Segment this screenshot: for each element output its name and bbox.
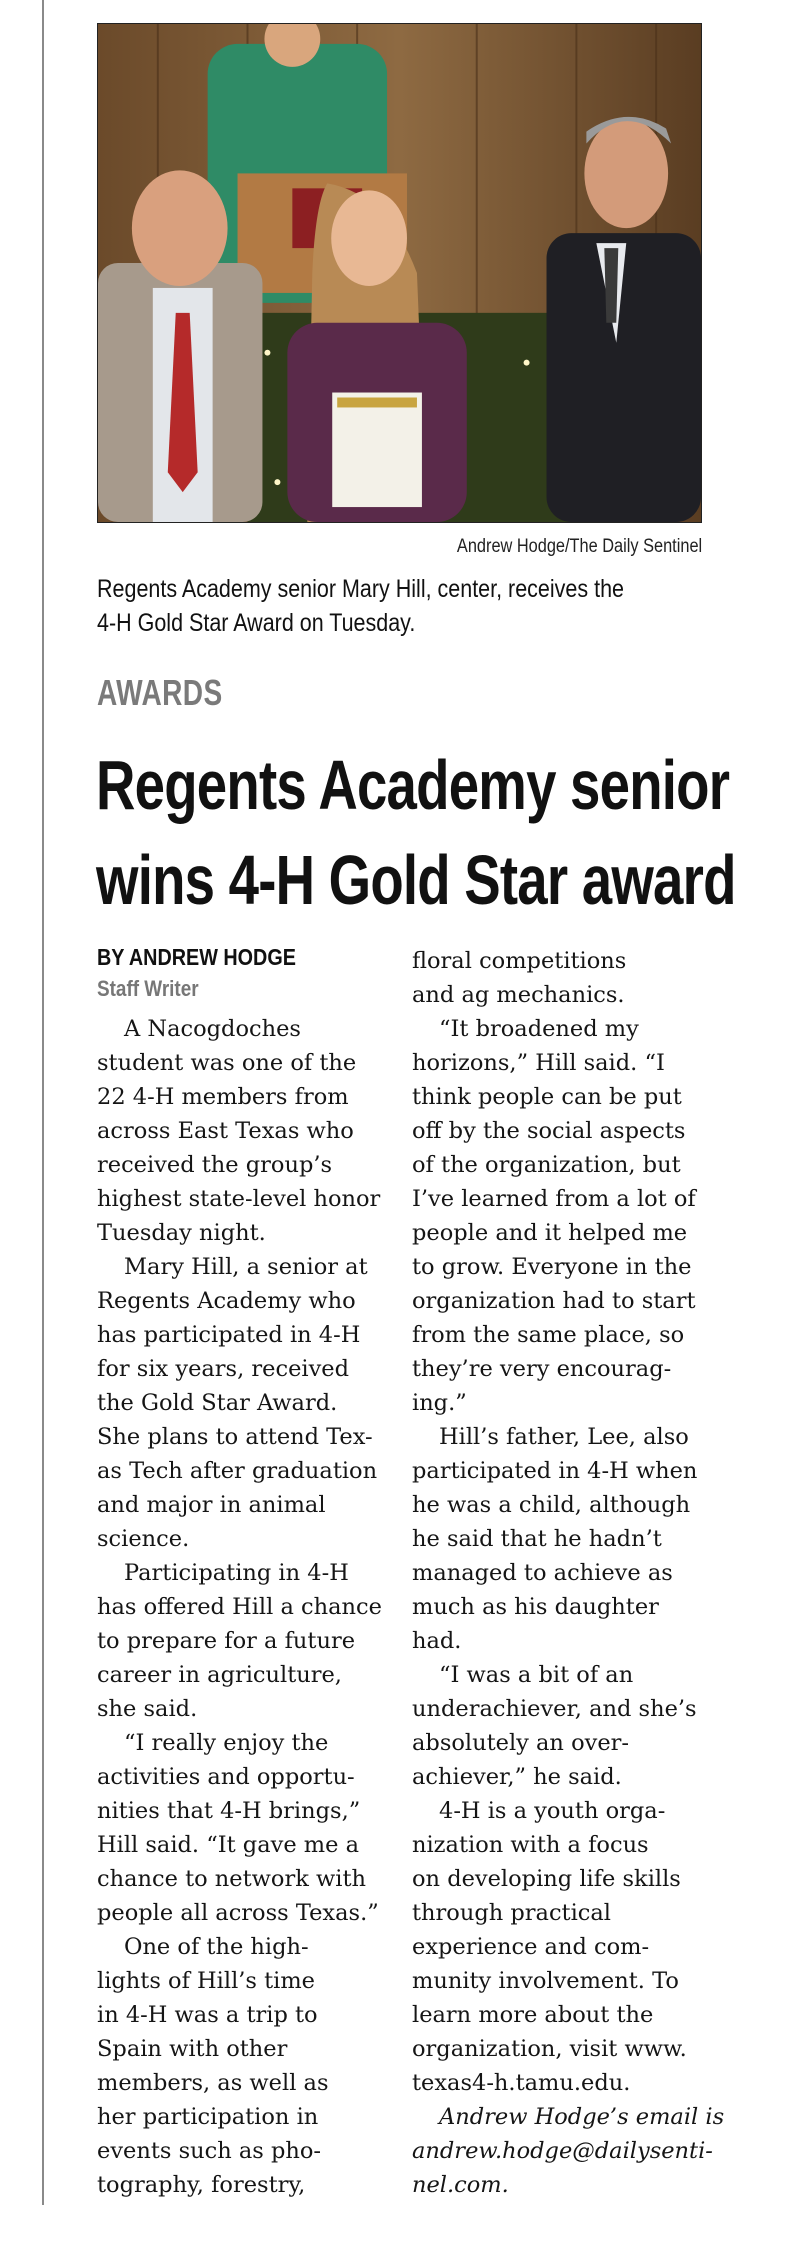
body-line: organization had to start xyxy=(412,1288,696,1314)
body-line: ing.” xyxy=(412,1390,467,1416)
body-line: on developing life skills xyxy=(412,1866,681,1892)
photo-illustration xyxy=(98,24,701,522)
body-line: A Nacogdoches xyxy=(124,1016,301,1042)
body-line: munity involvement. To xyxy=(412,1968,679,1994)
photo-caption xyxy=(97,572,647,640)
caption-line: 4-H Gold Star Award on Tuesday. xyxy=(97,609,416,637)
body-line: experience and com- xyxy=(412,1934,650,1960)
body-line: learn more about the xyxy=(412,2002,654,2028)
body-line: lights of Hill’s time xyxy=(97,1968,316,1994)
body-line: managed to achieve as xyxy=(412,1560,673,1586)
article-column-1 xyxy=(97,1012,382,2202)
body-line: to grow. Everyone in the xyxy=(412,1254,692,1280)
body-line: I’ve learned from a lot of xyxy=(412,1186,696,1212)
body-line: had. xyxy=(412,1628,462,1654)
body-line: Hill’s father, Lee, also xyxy=(439,1424,689,1450)
article-column-2 xyxy=(412,944,724,2202)
column-rule xyxy=(42,0,44,2205)
caption-line: Regents Academy senior Mary Hill, center, receives the xyxy=(97,575,624,603)
body-line: to prepare for a future xyxy=(97,1628,356,1654)
body-line: think people can be put xyxy=(412,1084,682,1110)
body-line: the Gold Star Award. xyxy=(97,1390,338,1416)
body-line: for six years, received xyxy=(97,1356,350,1382)
body-line: nel.com. xyxy=(412,2172,509,2198)
body-line: highest state-level honor xyxy=(97,1186,381,1212)
body-line: has offered Hill a chance xyxy=(97,1594,382,1620)
body-line: tography, forestry, xyxy=(97,2172,306,2198)
body-line: Participating in 4-H xyxy=(124,1560,349,1586)
body-line: “It broadened my xyxy=(439,1016,639,1042)
body-line: organization, visit www. xyxy=(412,2036,687,2062)
body-line: and ag mechanics. xyxy=(412,982,625,1008)
body-line: 22 4-H members from xyxy=(97,1084,349,1110)
body-line: science. xyxy=(97,1526,190,1552)
byline: BY ANDREW HODGE xyxy=(97,944,296,970)
body-line: absolutely an over- xyxy=(412,1730,630,1756)
body-line: Mary Hill, a senior at xyxy=(124,1254,368,1280)
body-line: received the group’s xyxy=(97,1152,333,1178)
body-line: Tuesday night. xyxy=(97,1220,266,1246)
body-line: across East Texas who xyxy=(97,1118,354,1144)
body-line: 4-H is a youth orga- xyxy=(439,1798,666,1824)
body-line: floral competitions xyxy=(412,948,627,974)
body-line: andrew.hodge@dailysenti- xyxy=(412,2138,713,2164)
body-line: much as his daughter xyxy=(412,1594,659,1620)
headline xyxy=(96,738,736,928)
body-line: members, as well as xyxy=(97,2070,329,2096)
body-line: she said. xyxy=(97,1696,198,1722)
body-line: texas4-h.tamu.edu. xyxy=(412,2070,631,2096)
body-line: One of the high- xyxy=(124,1934,309,1960)
body-line: underachiever, and she’s xyxy=(412,1696,697,1722)
body-line: Spain with other xyxy=(97,2036,288,2062)
body-line: people all across Texas.” xyxy=(97,1900,379,1926)
body-line: he said that he hadn’t xyxy=(412,1526,662,1552)
body-line: from the same place, so xyxy=(412,1322,685,1348)
body-line: participated in 4-H when xyxy=(412,1458,698,1484)
body-line: has participated in 4-H xyxy=(97,1322,361,1348)
body-line: her participation in xyxy=(97,2104,319,2130)
section-kicker: AWARDS xyxy=(97,672,223,713)
body-line: events such as pho- xyxy=(97,2138,322,2164)
body-line: Andrew Hodge’s email is xyxy=(439,2104,725,2130)
body-line: nization with a focus xyxy=(412,1832,649,1858)
body-line: She plans to attend Tex- xyxy=(97,1424,373,1450)
photo-credit: Andrew Hodge/The Daily Sentinel xyxy=(456,536,702,557)
body-line: achiever,” he said. xyxy=(412,1764,622,1790)
headline-line: Regents Academy senior xyxy=(96,746,730,824)
body-line: in 4-H was a trip to xyxy=(97,2002,318,2028)
byline-role: Staff Writer xyxy=(97,976,199,1001)
body-line: nities that 4-H brings,” xyxy=(97,1798,361,1824)
body-line: off by the social aspects xyxy=(412,1118,686,1144)
body-line: people and it helped me xyxy=(412,1220,688,1246)
body-line: career in agriculture, xyxy=(97,1662,342,1688)
body-line: they’re very encourag- xyxy=(412,1356,672,1382)
body-line: horizons,” Hill said. “I xyxy=(412,1050,665,1076)
body-line: through practical xyxy=(412,1900,611,1926)
body-line: as Tech after graduation xyxy=(97,1458,378,1484)
body-line: of the organization, but xyxy=(412,1152,681,1178)
headline-line: wins 4-H Gold Star award xyxy=(96,841,736,919)
body-line: chance to network with xyxy=(97,1866,366,1892)
body-line: and major in animal xyxy=(97,1492,326,1518)
body-line: activities and opportu- xyxy=(97,1764,355,1790)
award-photo xyxy=(97,23,702,523)
body-line: he was a child, although xyxy=(412,1492,691,1518)
body-line: “I was a bit of an xyxy=(439,1662,634,1688)
body-line: Hill said. “It gave me a xyxy=(97,1832,360,1858)
body-line: student was one of the xyxy=(97,1050,357,1076)
body-line: Regents Academy who xyxy=(97,1288,356,1314)
body-line: “I really enjoy the xyxy=(124,1730,329,1756)
